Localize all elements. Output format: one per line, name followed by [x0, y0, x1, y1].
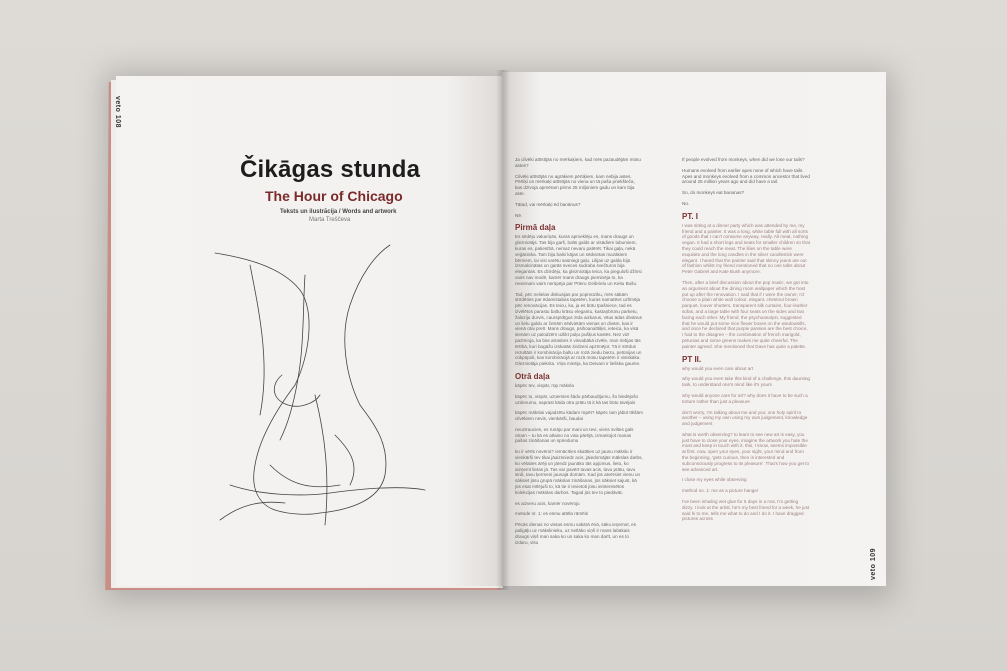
- paragraph-en-7: what is worth observing? to learn to see new art is easy, you just have to close your eyes, imagine the artwork you hate the most and keep in touch with it. this, I know, seems impossible at first. now, open your eyes, your sight, your mind and from the beginning, 'gets curious, then is interested and subconsciously progress to its pleasure'. That's how you get to see advanced art.: [682, 431, 810, 472]
- paragraph-lv-6: neuztraucies, es runāju par mani un tevi, viens sviltes gals otram – tu kā es atlaino no visa pārējā, izmantojot manas pašas zināšanas un spriedumu: [515, 426, 634, 444]
- credit-line: Teksts un ilustrācija / Words and artwork: [280, 209, 397, 215]
- folio-left: veto 108: [114, 96, 121, 129]
- paragraph-lv-8: es aizveru acis, kamēr novēroju: [515, 500, 580, 506]
- paragraph-en-1: I was sitting at a dinner party which was attended by me, my friend and a painter. It was a long, white table full with all sorts of goods that I can't consume anyway, really. All meat, nothing vegan. It had a short legs and seats for smaller children so that they could reach the meat. The lilies on the table were exquisite and the long candles in the silver candlestick were elegant. I heard that the painter said that skinny jeans are out of fashion whilst my friend mentioned that no one talks about Peter Gabriel and Kate Bush anymore.: [682, 222, 810, 275]
- paragraph-lv-2: Tad, pēc nelielas diskusijas par popmūziku, mēs sākām strīdēties par ēdamistabas tapetēm, kuras namatēvs uzlīmēja pēc renovācijas. Es teicu, ka, ja es būtu īpašniece, tad es izvēlētos parastu baltu krāsu elegantu, kastaņbrūnu parketu, žalūziju durvis, caurspīdīgus zīda aizkarus, vītus ādas dīvānus un lielu galdu ar četrām sēdvietām vienas un divām, kas ir vienā otai pretī. Mans draugs, psihoanalītiķis, ieteica, ka visā sienām uz palodzēm uzlikt puķu pušķus kastēs. Nez vizī pazīmoja, ka būs atrasties ir visvabākā izvēle, man riebjas tās ērtībā, kuri bagāžu izskatās zirdzeni apzīmējot. Tā ir strīdus rezultāts ir kombinācija baltu un rozā ziedu biezu, petūnijas un cūkpūpoli, kas kombinācijā ar rozā mūsu tapetēm ir visiskāka. Glezniotāja piekrita. Viņa minēja, ka Deivam ir lieliska gaume.: [515, 291, 642, 367]
- paragraph-lv-10: Pēcās dienas no vietas esmu vakārā ēnā, sāku ieņemot, es paligāļu uz mākslinieku, uz neīlāko viņš ir mans labākais draugs viņš man saka ko un saka ko man darīt, un es to izdaru, visu: [515, 522, 637, 545]
- paragraph-en-6: don't worry, I'm talking about me and you; one holy spirit to another – using my own using my own judgement, knowledge and judgement: [682, 409, 808, 427]
- line-drawing-illustration: [200, 235, 440, 540]
- paragraph-en-4: why would you even take this kind of a challenge, this daunting task, to understand one's mind like it's yours: [682, 376, 810, 388]
- paragraph-en-10: I've been inhaling wet glue for 5 days in a row, I'm getting dizzy. I look at the artist, he's my best friend for a week, he just said hi to me, tells me what to do and I do it. I have dragged pictures across: [682, 499, 810, 522]
- answer-1-en: Humans evolved from earlier apes none of which have tails. Apes and monkeys evolved from a common ancestor that lived around 25 million years ago and did have a tail.: [682, 167, 810, 185]
- paragraph-lv-3: kāpēc tev, vispār, rūp māksla: [515, 382, 574, 388]
- answer-1-lv: Cilvēki attīstījās no agrākiem pērtiķiem, kam nebija astes. Pērtiķi un mērkaķi attīstījās no viena un tā paša priekšteča, kas dzīvoja apmēram pirms 25 miljoniem gadu un kam bija aste.: [515, 173, 635, 196]
- paragraph-lv-7: ko ir vērts novērot? iemācīties skatīties uz jaunu mākslu ir vienkārši tev tikai jāaizsniedz acis, jāiedomājās mākslas darbs, ko vēlaties ārēji un jāredz jaunāko tās apjomus, lieto, ko aizņemt lietas jā. Tas var pavērt tavas acis, tavu prātu, tavu sirdi, tavu ķermeni jaunajā domām. Kad jūs atvērsiet vienu un sāksiet jūsu grupā mākslas zināšanas, jūs sāksiet sajust, kā jūs esat mīlējuši to, kā tie ir ievietoti jūsu ieinteresētos kolekcijas mākslas darbos. Tagad jūs tev to piedāvāt.: [515, 449, 643, 495]
- answer-2-lv: Nē.: [515, 212, 523, 218]
- question-2-en: So, do monkeys eat bananas?: [682, 190, 745, 196]
- answer-2-en: No.: [682, 200, 690, 206]
- spine-gutter: [496, 70, 510, 590]
- paragraph-en-2: Then, after a brief discussion about the pop music, we got into an argument about the dining room wallpaper which the host put up after the renovation. I said that if I were the owner, I'd choose a plain white wall colour, elegant, chestnut brown parquet, louver shutters, transparent silk curtains, four-leather sofas, and a large table with four seats on the sides and two facing each other. My friend, the psychoanalyst, suggested that he would put some nice flower boxes on the windowsills, and once he declared that purple pansies are the best choice, I had to the disagree – the combination of french marigold, petunias and some greens makes me quite cheerful. The painter agreed. She mentioned that Dave has quite a palette.: [682, 279, 809, 349]
- question-1-en: If people evolved from monkeys, when did we lose our tails?: [682, 157, 805, 162]
- section-heading-lv-2: Otrā daļa: [515, 371, 550, 381]
- question-1-lv: Ja cilvēki attīstījās no mērkaķiem, kad mēs pazaudējām mūsu astes?: [515, 157, 641, 168]
- paragraph-en-5: why would anyone care for art? why does it have to be such a torture rather than just a pleasure: [682, 392, 808, 404]
- paragraph-lv-5: kāpēc mākslai vajadzētu kādam rūpēt? kāpēc tam jābūt tīkšām cilvēkiem nevis, vienkārši, baudai: [515, 410, 643, 422]
- latvian-text-column: [515, 157, 643, 550]
- article-subtitle: The Hour of Chicago: [265, 188, 403, 204]
- author-name: Marta Treščeva: [309, 217, 351, 223]
- paragraph-en-8: I close my eyes while observing: [682, 477, 747, 483]
- section-heading-lv-1: Pirmā daļa: [515, 223, 556, 233]
- section-heading-en-1: PT. I: [682, 211, 699, 221]
- paragraph-lv-4: kāpēc tu, vispār, uzņemies šādu pārbaudījumu, šo biedējošo uzdevumu, saprast kāda otra prātu tā it kā tas būtu tavējais: [515, 393, 639, 405]
- article-title: Čikāgas stunda: [240, 156, 421, 183]
- paragraph-lv-1: Es sēdēju vakariņās, kuras apmeklēju es, mans draugs un glezniotājs. Tas bija garš, balts galds ar visādiem labumiem, kuras es, patiesībā, nemaz nevaru patērēt. Tikai gaļa, nekā veģāniska. Tam bija balsi kājas un sēdvietas mazākiem bērniem, lai visi varētu sasniegt gaļu. Lilijas uz galda bija izsmalcinātas un garās sveces sudraba svečturos bija elegantas. Es dzirdēju, ka glezniotāja teica, ka pieguloši džinsi vairs nav modē, kamēr mans draugs pieminēja to, ka nevienam vairs nerūpēja par Pīteru Geibrielu un Keitu Bušu.: [515, 234, 642, 286]
- english-text-column: [682, 157, 810, 527]
- question-2-lv: Tātad, vai mērkaķi ēd banānus?: [515, 201, 581, 207]
- paragraph-en-3: why would you even care about art: [682, 365, 753, 371]
- section-heading-en-2: PT II.: [682, 354, 702, 364]
- folio-right: veto 109: [870, 547, 877, 580]
- paragraph-en-9: method no. 1: me as a picture hanger: [682, 488, 759, 494]
- paragraph-lv-9: metode nr. 1: es esmu attēla rāmītis: [515, 511, 589, 517]
